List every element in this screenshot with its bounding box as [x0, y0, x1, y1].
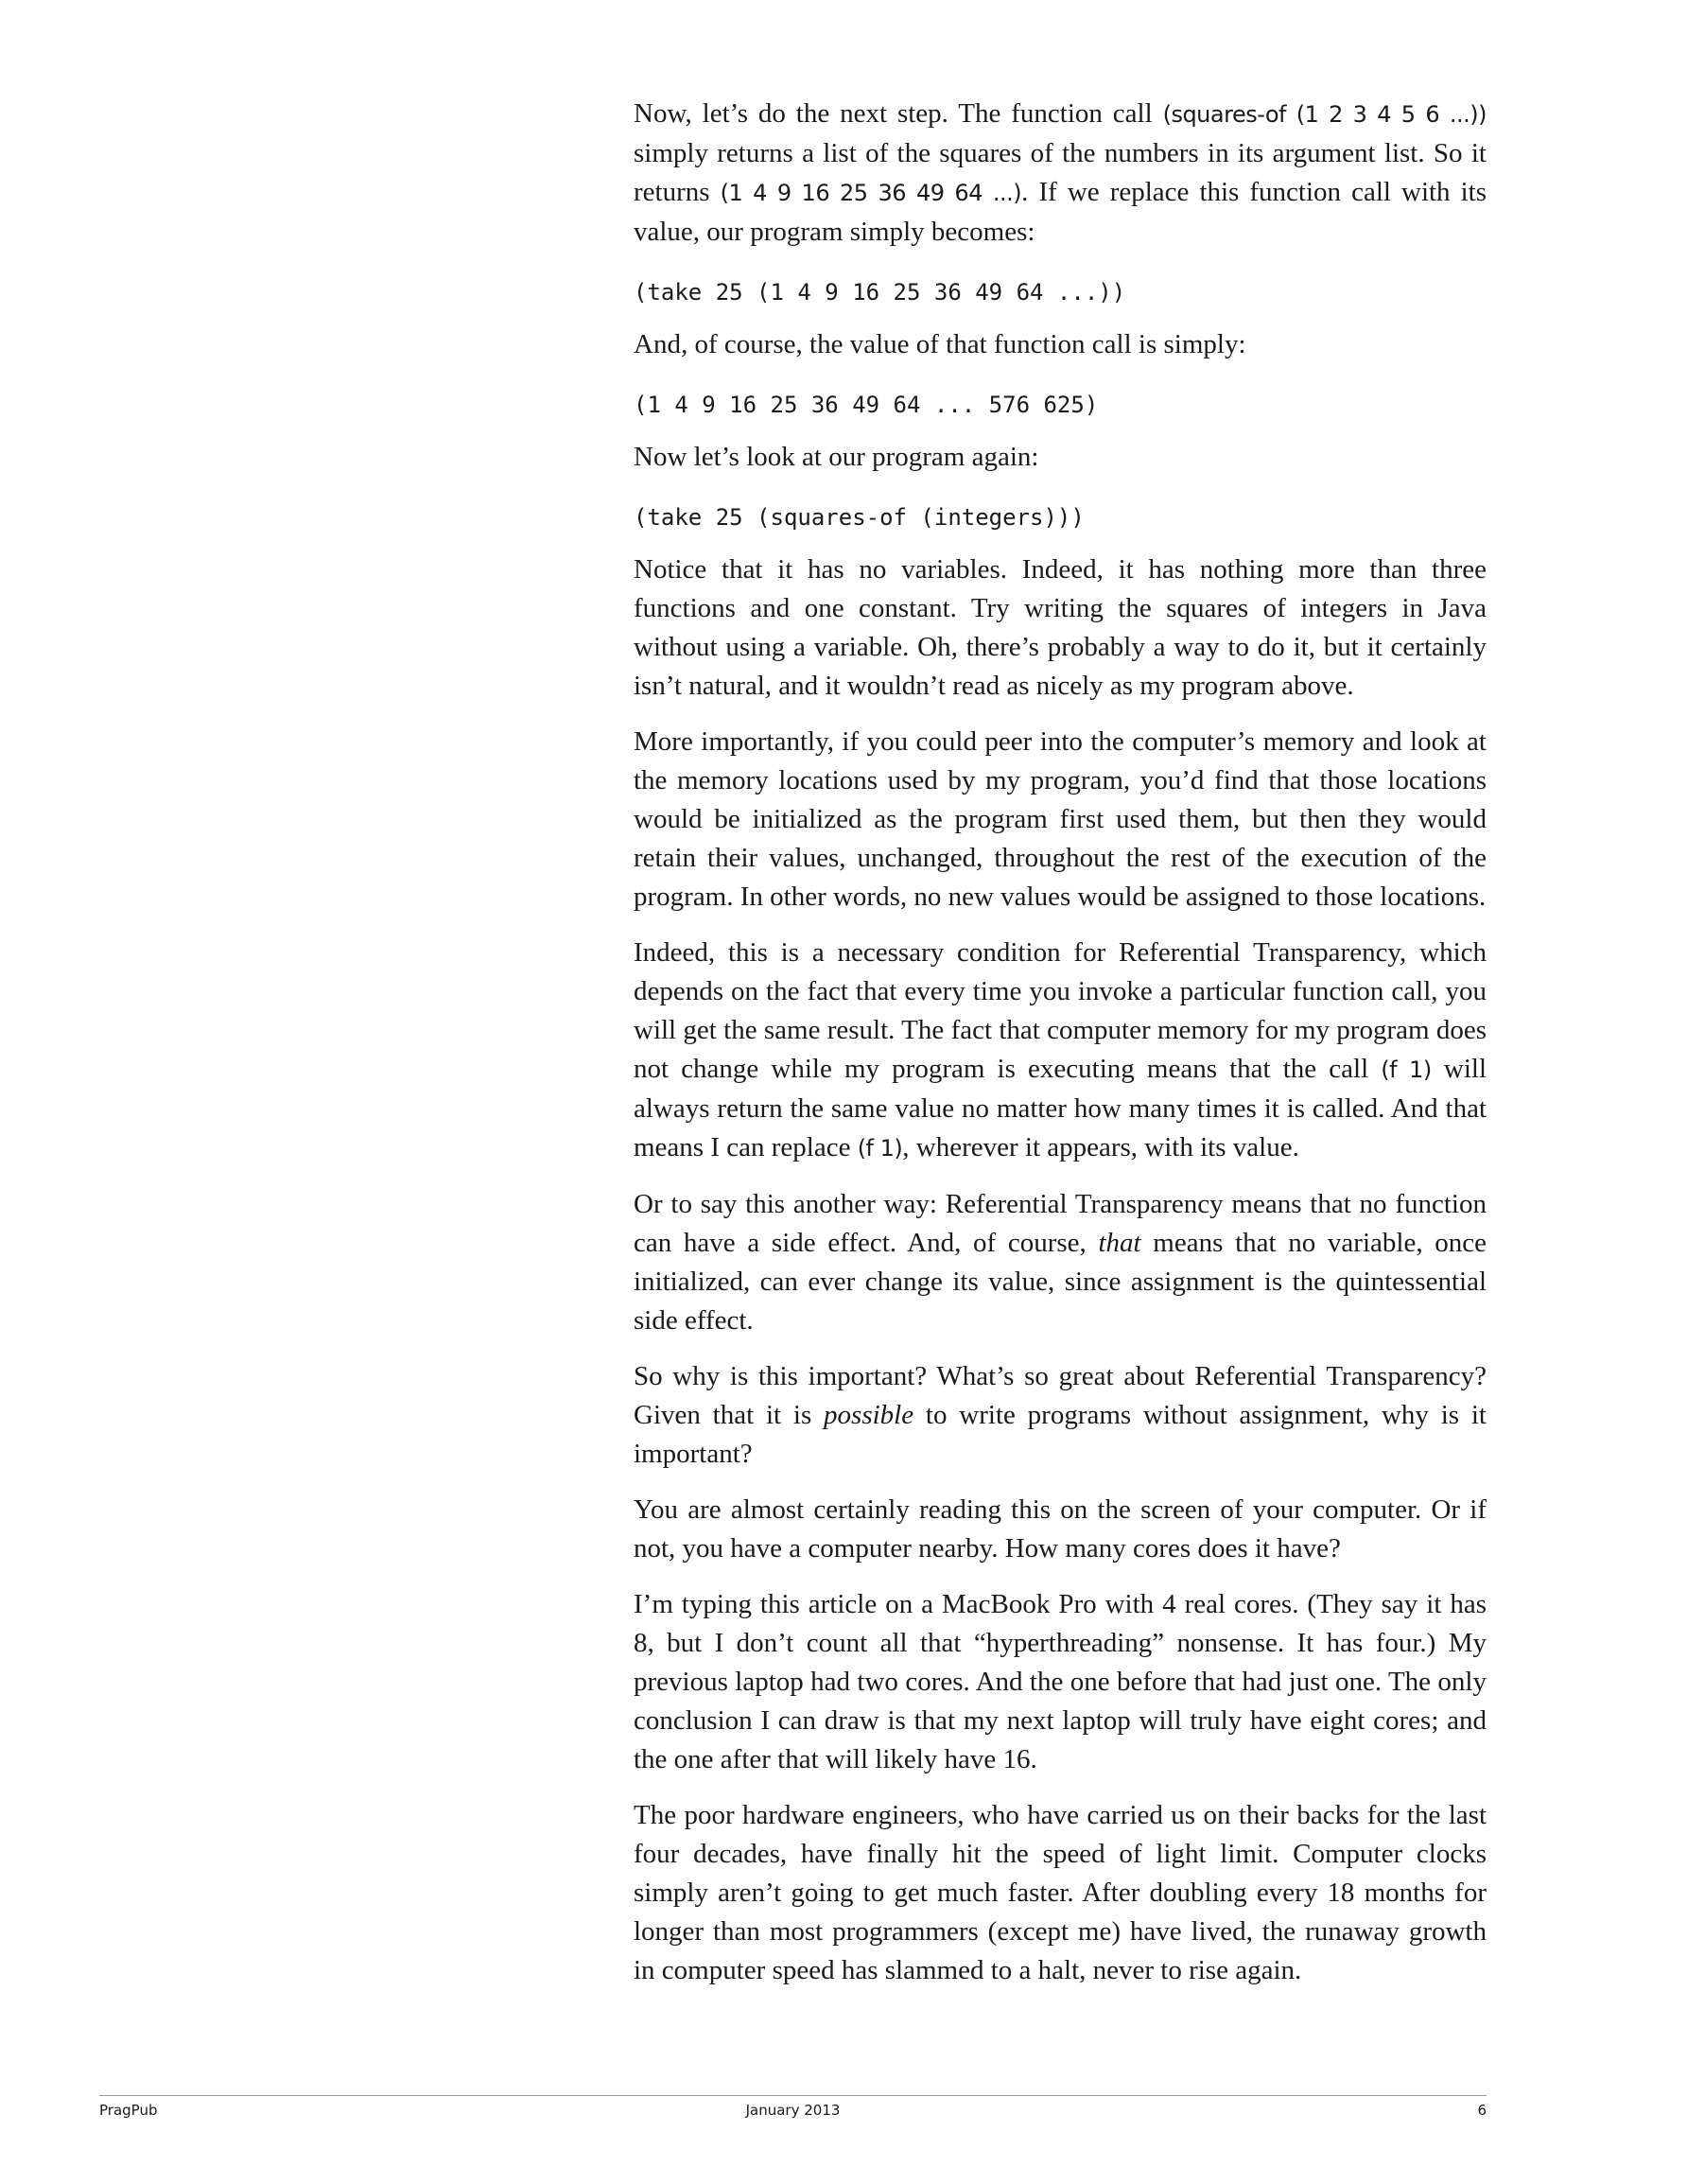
paragraph	[634, 1185, 1487, 1340]
paragraph: Notice that it has no variables. Indeed, it has nothing more than three functions and one constant. Try writing the squares of integers in Java without using a variable. Oh, there’s probably a way to do it, but it certainly isn’t natural, and it wouldn’t read as nicely as my program above.	[634, 554, 1487, 701]
article-body	[634, 95, 1487, 2007]
paragraph: I’m typing this article on a MacBook Pro with 4 real cores. (They say it has 8, but I don’t count all that “hyperthreading” nonsense. It has four.) My previous laptop had two cores. And the one before that had just one. The only conclusion I can draw is that my next laptop will truly have eight cores; and the one after that will likely have 16.	[634, 1589, 1487, 1774]
footer-page-number: 6	[1477, 2102, 1487, 2119]
text-run: means that no variable, once initialized, can ever change its value, since assignment is the quintessential side effect.	[634, 1228, 1487, 1336]
footer-date: January 2013	[745, 2102, 841, 2119]
page-footer	[99, 2095, 1487, 2119]
inline-code: (f 1)	[1381, 1057, 1432, 1083]
text-run: . If we replace this function call with its value, our program simply becomes:	[634, 177, 1487, 247]
text-run: So why is this important? What’s so great about Referential Transparency? Given that it is	[634, 1361, 1487, 1430]
footer-publication: PragPub	[99, 2102, 158, 2119]
inline-code: (1 4 9 16 25 36 49 64 ...)	[720, 180, 1022, 206]
paragraph: More importantly, if you could peer into the computer’s memory and look at the memory locations used by my program, you’d find that those locations would be initialized as the program first used them, but then they would retain their values, unchanged, throughout the rest of the execution of the program. In other words, no new values would be assigned to those locations.	[634, 726, 1487, 912]
paragraph: Now let’s look at our program again:	[634, 442, 1039, 472]
text-run: Or to say this another way: Referential Transparency means that no function can have a side effect. And, of course,	[634, 1189, 1487, 1258]
code-block: (take 25 (1 4 9 16 25 36 49 64 ...))	[634, 279, 1126, 306]
text-run: , wherever it appears, with its value.	[902, 1132, 1299, 1162]
paragraph	[634, 1357, 1487, 1474]
code-block: (1 4 9 16 25 36 49 64 ... 576 625)	[634, 392, 1099, 418]
text-run: Indeed, this is a necessary condition for Referential Transparency, which depends on the fact that every time you invoke a particular function call, you will get the same result. The fact that computer memory for my program does not change while my program is executing means that the call	[634, 937, 1487, 1084]
text-run: simply returns a list of the squares of the numbers in its argument list. So it returns	[634, 138, 1487, 207]
text-run: will always return the same value no matter how many times it is called. And that means I can replace	[634, 1054, 1487, 1162]
paragraph: And, of course, the value of that function call is simply:	[634, 329, 1246, 359]
inline-code: (f 1)	[857, 1135, 903, 1162]
paragraph	[634, 95, 1487, 252]
emphasis: possible	[824, 1400, 914, 1430]
code-block: (take 25 (squares-of (integers)))	[634, 504, 1085, 531]
paragraph: The poor hardware engineers, who have carried us on their backs for the last four decades, have finally hit the speed of light limit. Computer clocks simply aren’t going to get much faster. After doubling every 18 months for longer than most programmers (except me) have lived, the runaway growth in computer speed has slammed to a halt, never to rise again.	[634, 1800, 1487, 1985]
paragraph: You are almost certainly reading this on the screen of your computer. Or if not, you have a computer nearby. How many cores does it have?	[634, 1494, 1487, 1564]
inline-code: (squares-of (1 2 3 4 5 6 ...))	[1162, 101, 1487, 128]
emphasis: that	[1098, 1228, 1141, 1258]
text-run: Now, let’s do the next step. The function call	[634, 98, 1163, 129]
paragraph	[634, 934, 1487, 1168]
text-run: to write programs without assignment, why is it important?	[634, 1400, 1487, 1469]
